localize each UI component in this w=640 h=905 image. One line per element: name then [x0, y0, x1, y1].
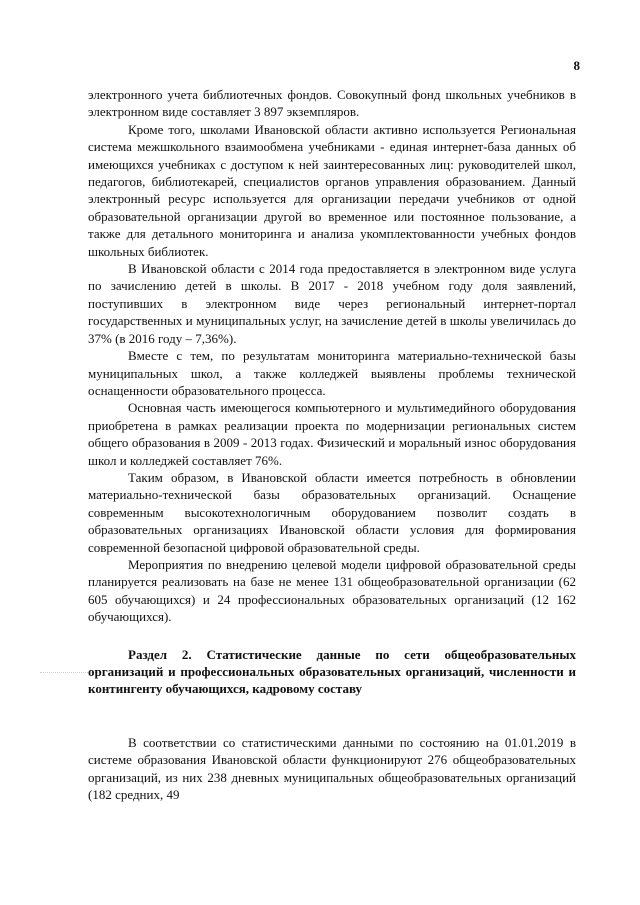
section-heading: Раздел 2. Статистические данные по сети общеобразовательных организаций и профессиональных образовательных организаций, численности и контингенту обучающихся, кадровому составу [88, 646, 576, 697]
paragraph-target-model: Мероприятия по внедрению целевой модели цифровой образовательной среды планируется реализовать на базе не менее 131 общеобразовательной организации (62 605 обучающихся) и 24 профессиональных образовательных организаций (12 162 обучающихся). [88, 556, 576, 625]
paragraph-statistics: В соответствии со статистическими данными по состоянию на 01.01.2019 в системе образования Ивановской области функционируют 276 общеобразовательных организаций, из них 238 дневных муниципальных общеобразовательных организаций (182 средних, 49 [88, 734, 576, 803]
paragraph-monitoring-problems: Вместе с тем, по результатам мониторинга материально-технической базы муниципальных школ, а также колледжей выявлены проблемы технической оснащенности образовательного процесса. [88, 348, 576, 398]
paragraph-enrollment-service: В Ивановской области с 2014 года предоставляется в электронном виде услуга по зачислению детей в школы. В 2017 - 2018 учебном году доля заявлений, поступивших в электронном виде через региональный интернет-портал государственных и муниципальных услуг, на зачисление детей в школы увеличилась до 37% (в 2016 году – 7,36%). [88, 261, 576, 346]
document-body [88, 86, 576, 803]
page-number: 8 [573, 58, 580, 73]
heading-spacer [88, 698, 576, 734]
paragraph-continuation: электронного учета библиотечных фондов. Совокупный фонд школьных учебников в электронном виде составляет 3 897 экземпляров. [88, 87, 576, 120]
paragraph-exchange-system: Кроме того, школами Ивановской области активно используется Региональная система межшкольного взаимообмена учебниками - единая интернет-база данных об имеющихся учебниках с доступом к ней заинтересованных лиц: руководителей школ, педагогов, библиотекарей, специалистов органов управления образованием. Данный электронный ресурс используется для организации передачи учебников от одной образовательной организации другой во временное или постоянное пользование, а также для детального мониторинга и анализа укомплектованности учебных фондов школьных библиотек. [88, 121, 576, 259]
paragraph-need-for-update: Таким образом, в Ивановской области имеется потребность в обновлении материально-технической базы образовательных организаций. Оснащение современным высокотехнологичным оборудованием позволит создать в образовательных организациях Ивановской области условия для формирования современной безопасной цифровой образовательной среды. [88, 469, 576, 555]
paragraph-equipment-wear: Основная часть имеющегося компьютерного и мультимедийного оборудования приобретена в рамках реализации проекта по модернизации региональных систем общего образования в 2009 - 2013 годах. Физический и моральный износ оборудования школ и колледжей составляет 76%. [88, 400, 576, 468]
